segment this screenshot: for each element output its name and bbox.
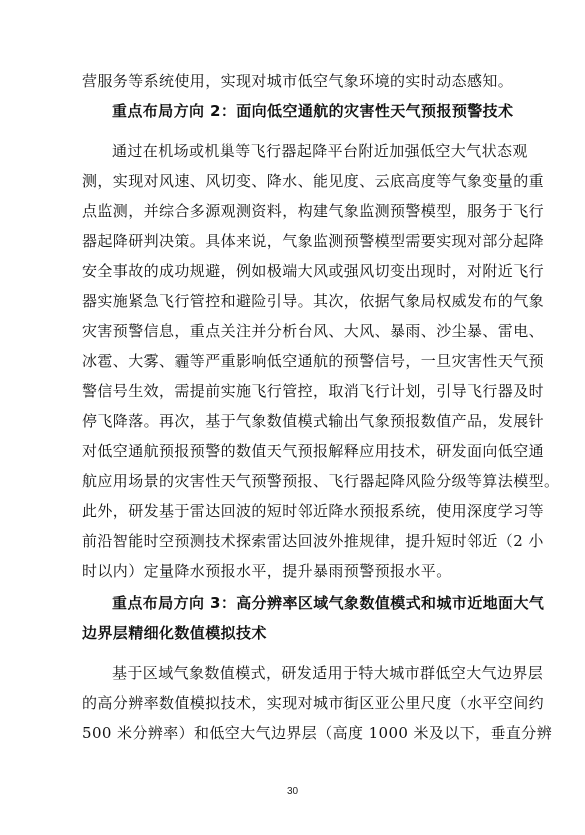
text-line: 500 米分辨率）和低空大气边界层（高度 1000 米及以下，垂直分辨 <box>82 724 553 742</box>
text-line: 安全事故的成功规避，例如极端大风或强风切变出现时，对附近飞行 <box>82 262 545 280</box>
text-line: 灾害预警信息，重点关注并分析台风、大风、暴雨、沙尘暴、雷电、 <box>82 322 545 340</box>
text-line: 的高分辨率数值模拟技术，实现对城市街区亚公里尺度（水平空间约 <box>82 694 545 712</box>
text-line: 器起降研判决策。具体来说，气象监测预警模型需要实现对部分起降 <box>82 232 545 250</box>
section-heading-cont: 边界层精细化数值模拟技术 <box>82 624 267 642</box>
text-line: 停飞降落。再次，基于气象数值模式输出气象预报数值产品，发展针 <box>82 412 545 430</box>
text-line: 器实施紧急飞行管控和避险引导。其次，依据气象局权威发布的气象 <box>82 292 545 310</box>
page-number: 30 <box>286 786 299 797</box>
section-heading: 重点布局方向 3：高分辨率区域气象数值模式和城市近地面大气 <box>112 594 545 612</box>
text-line: 通过在机场或机巢等飞行器起降平台附近加强低空大气状态观 <box>112 142 528 160</box>
text-line: 点监测，并综合多源观测资料，构建气象监测预警模型，服务于飞行 <box>82 202 545 220</box>
text-line: 基于区域气象数值模式，研发适用于特大城市群低空大气边界层 <box>112 664 544 682</box>
text-line: 前沿智能时空预测技术探索雷达回波外推规律，提升短时邻近（2 小 <box>82 532 544 550</box>
text-line: 时以内）定量降水预报水平，提升暴雨预警预报水平。 <box>82 562 452 580</box>
text-line: 冰雹、大雾、霾等严重影响低空通航的预警信号，一旦灾害性天气预 <box>82 352 545 370</box>
text-line: 对低空通航预报预警的数值天气预报解释应用技术，研发面向低空通 <box>82 442 545 460</box>
section-heading: 重点布局方向 2：面向低空通航的灾害性天气预报预警技术 <box>112 102 514 120</box>
text-line: 此外，研发基于雷达回波的短时邻近降水预报系统，使用深度学习等 <box>82 502 545 520</box>
text-line: 航应用场景的灾害性天气预警预报、飞行器起降风险分级等算法模型。 <box>82 472 560 490</box>
text-line: 测，实现对风速、风切变、降水、能见度、云底高度等气象变量的重 <box>82 172 545 190</box>
text-line: 营服务等系统使用，实现对城市低空气象环境的实时动态感知。 <box>82 72 514 90</box>
text-line: 警信号生效，需提前实施飞行管控，取消飞行计划，引导飞行器及时 <box>82 382 545 400</box>
